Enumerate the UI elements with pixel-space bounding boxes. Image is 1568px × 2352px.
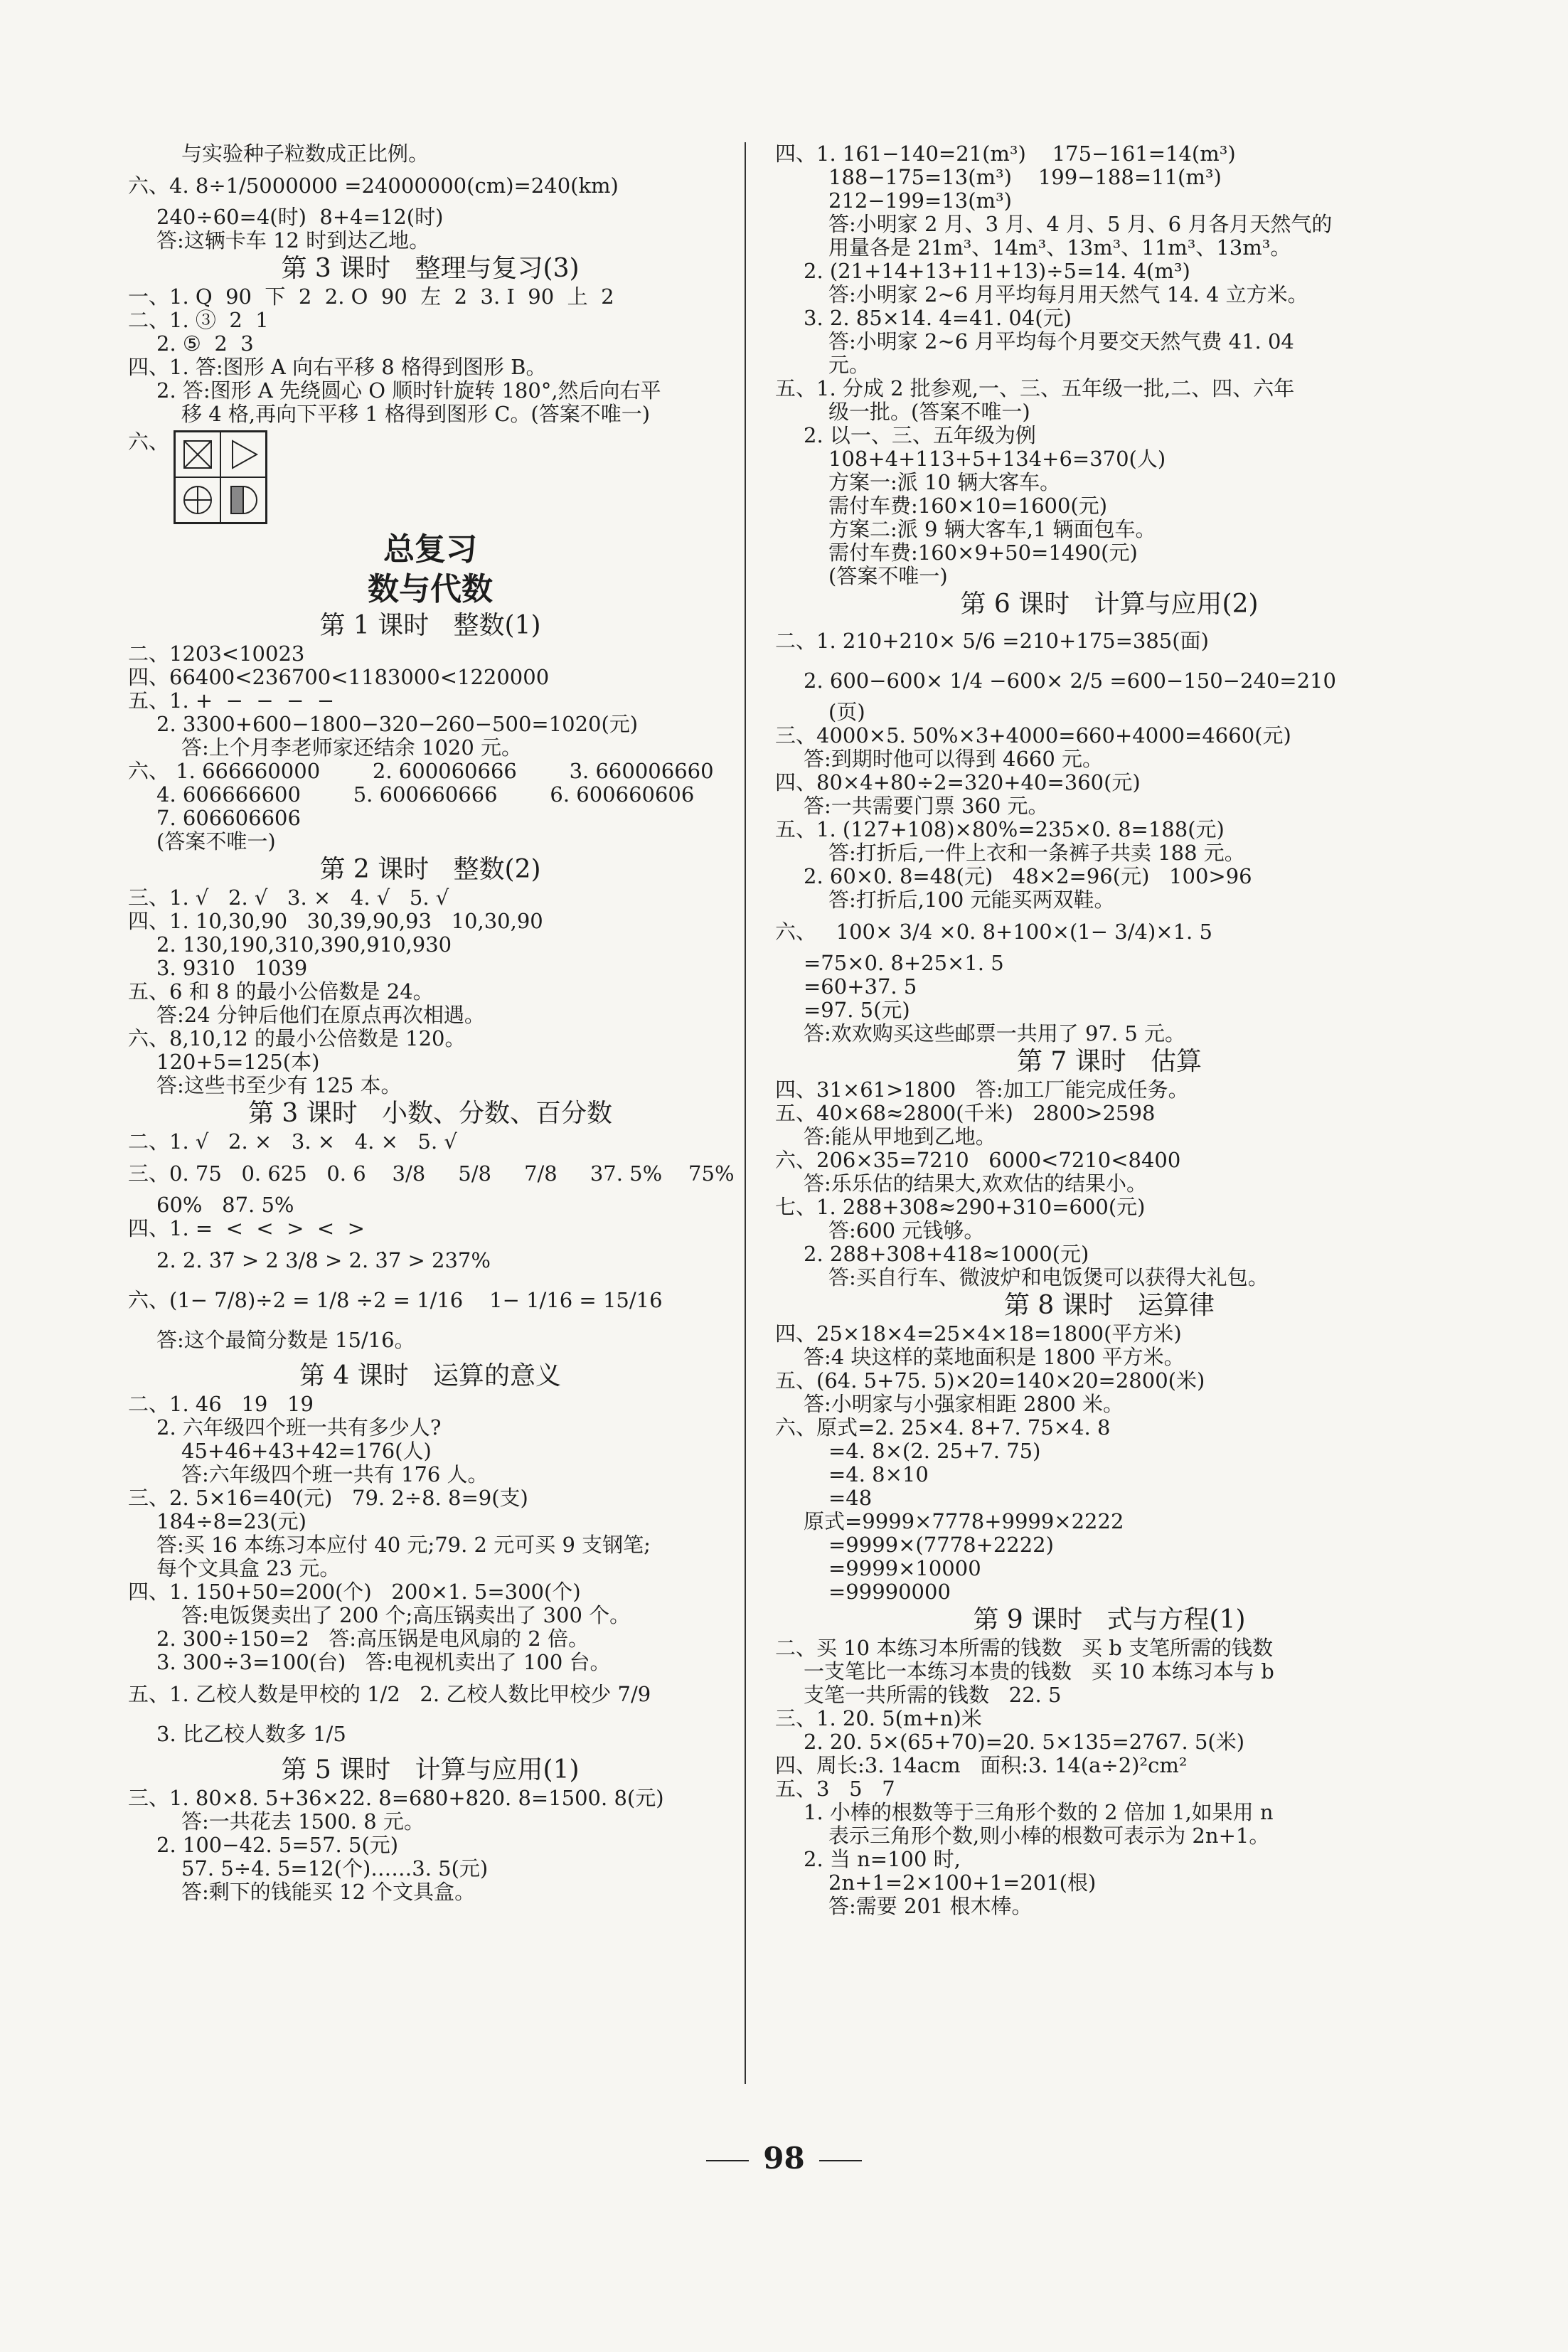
answer-line: 需付车费:160×9+50=1490(元) [828, 541, 1138, 565]
answer-line: 2. 以一、三、五年级为例 [804, 423, 1036, 447]
answer-line: 四、66400<236700<1183000<1220000 [128, 665, 550, 689]
answer-line: 二、买 10 本练习本所需的钱数 买 b 支笔所需的钱数 [775, 1636, 1273, 1660]
page-number: 98 [763, 2141, 805, 2176]
answer-line: =4. 8×(2. 25+7. 75) [828, 1439, 1041, 1463]
answer-line: 二、1. √ 2. × 3. × 4. × 5. √ [128, 1129, 457, 1154]
rotation-figure [128, 430, 732, 530]
answer-line: 六、 100× 3/4 ×0. 8+100×(1− 3/4)×1. 5 [775, 920, 1212, 944]
answer-line: 三、1. √ 2. √ 3. × 4. √ 5. √ [128, 885, 449, 910]
answer-line: 四、1. 150+50=200(个) 200×1. 5=300(个) [128, 1580, 581, 1604]
lesson-heading: 第 1 课时 整数(1) [319, 611, 541, 640]
answer-line: 184÷8=23(元) [156, 1509, 306, 1533]
answer-line: 答:六年级四个班一共有 176 人。 [181, 1462, 489, 1486]
answer-line: 3. 300÷3=100(台) 答:电视机卖出了 100 台。 [156, 1650, 611, 1674]
answer-line: 2. 六年级四个班一共有多少人? [156, 1415, 442, 1440]
answer-line: 支笔一共所需的钱数 22. 5 [804, 1683, 1062, 1707]
answer-line: 一支笔比一本练习本贵的钱数 买 10 本练习本与 b [804, 1659, 1274, 1683]
answer-line: 2. (21+14+13+11+13)÷5=14. 4(m³) [804, 259, 1190, 283]
answer-line: 答:剩下的钱能买 12 个文具盒。 [181, 1880, 476, 1904]
answer-line: 五、1. (127+108)×80%=235×0. 8=188(元) [775, 817, 1225, 841]
answer-line: 级一批。(答案不唯一) [828, 400, 1030, 424]
answer-line: 3. 比乙校人数多 1/5 [156, 1722, 346, 1746]
answer-line: 答:600 元钱够。 [828, 1218, 985, 1242]
answer-line: 答:电饭煲卖出了 200 个;高压锅卖出了 300 个。 [181, 1603, 631, 1627]
answer-line: 答:需要 201 根木棒。 [828, 1894, 1033, 1918]
left-column [128, 142, 735, 1904]
answer-line: 五、1. + − − − − [128, 688, 335, 713]
answer-line: 每个文具盒 23 元。 [156, 1556, 341, 1580]
lesson-heading: 第 5 课时 计算与应用(1) [281, 1755, 580, 1784]
answer-line: 三、2. 5×16=40(元) 79. 2÷8. 8=9(支) [128, 1486, 528, 1510]
answer-line: 答:打折后,100 元能买两双鞋。 [828, 888, 1115, 912]
answer-line: 答:买自行车、微波炉和电饭煲可以获得大礼包。 [828, 1265, 1269, 1289]
answer-line: 7. 606606606 [156, 806, 301, 830]
answer-line: 答:欢欢购买这些邮票一共用了 97. 5 元。 [804, 1021, 1185, 1045]
answer-line: 答:到期时他可以得到 4660 元。 [804, 747, 1104, 771]
answer-line: =60+37. 5 [804, 974, 917, 999]
answer-line: =97. 5(元) [804, 998, 910, 1022]
right-column [775, 142, 1444, 1918]
answer-line: 二、1203<10023 [128, 642, 305, 666]
answer-line: 四、25×18×4=25×4×18=1800(平方米) [775, 1321, 1182, 1346]
answer-line: 三、1. 80×8. 5+36×22. 8=680+820. 8=1500. 8(元) [128, 1786, 664, 1810]
answer-line: 答:小明家与小强家相距 2800 米。 [804, 1392, 1124, 1416]
answer-line: 需付车费:160×10=1600(元) [828, 494, 1108, 518]
answer-line: 240÷60=4(时) 8+4=12(时) [156, 205, 444, 229]
answer-line: 五、1. 分成 2 批参观,一、三、五年级一批,二、四、六年 [775, 376, 1295, 400]
answer-line: 三、4000×5. 50%×3+4000=660+4000=4660(元) [775, 723, 1291, 747]
half-shaded-cell [220, 477, 266, 523]
answer-line: 二、1. ③ 2 1 [128, 308, 269, 332]
answer-line: 2. 600−600× 1/4 −600× 2/5 =600−150−240=210 [804, 669, 1336, 693]
answer-line: 答:这辆卡车 12 时到达乙地。 [156, 228, 430, 252]
answer-line: =48 [828, 1486, 873, 1510]
footer-dash-right [819, 2160, 862, 2161]
answer-line: 三、1. 20. 5(m+n)米 [775, 1706, 982, 1730]
answer-line: 五、3 5 7 [775, 1777, 895, 1801]
answer-line: 三、0. 75 0. 625 0. 6 3/8 5/8 7/8 37. 5% 75% [128, 1161, 735, 1186]
figure-question-label: 六、 [128, 430, 170, 454]
answer-line: =75×0. 8+25×1. 5 [804, 951, 1004, 975]
answer-line: 五、(64. 5+75. 5)×20=140×20=2800(米) [775, 1368, 1205, 1393]
answer-line: =4. 8×10 [828, 1462, 929, 1486]
answer-line: 元。 [828, 353, 870, 377]
page-number-footer [0, 2141, 1568, 2176]
answer-line: 2. 20. 5×(65+70)=20. 5×135=2767. 5(米) [804, 1730, 1245, 1754]
answer-line: 答:24 分钟后他们在原点再次相遇。 [156, 1003, 485, 1027]
lesson-heading: 第 3 课时 整理与复习(3) [281, 254, 580, 283]
answer-line: 2. ⑤ 2 3 [156, 331, 254, 356]
lesson-heading: 第 7 课时 估算 [1016, 1047, 1202, 1076]
answer-line: 四、1. 10,30,90 30,39,90,93 10,30,90 [128, 909, 543, 933]
answer-line: 108+4+113+5+134+6=370(人) [828, 447, 1166, 471]
column-divider [745, 142, 746, 2084]
answer-line: 二、1. 210+210× 5/6 =210+175=385(面) [775, 629, 1209, 653]
answer-line: 四、1. 161−140=21(m³) 175−161=14(m³) [775, 142, 1236, 166]
answer-line: =9999×10000 [828, 1556, 981, 1580]
answer-line: 原式=9999×7778+9999×2222 [804, 1509, 1124, 1533]
answer-line: 2. 当 n=100 时, [804, 1847, 961, 1871]
answer-line: 答:买 16 本练习本应付 40 元;79. 2 元可买 9 支钢笔; [156, 1533, 651, 1557]
answer-line: 与实验种子粒数成正比例。 [181, 142, 430, 166]
triangle-cell [220, 432, 266, 477]
answer-line: 答:能从甲地到乙地。 [804, 1124, 996, 1149]
answer-line: 五、1. 乙校人数是甲校的 1/2 2. 乙校人数比甲校少 7/9 [128, 1682, 651, 1706]
answer-line: 答:乐乐估的结果大,欢欢估的结果小。 [804, 1171, 1147, 1196]
answer-line: 45+46+43+42=176(人) [181, 1439, 432, 1463]
answer-line: 3. 2. 85×14. 4=41. 04(元) [804, 306, 1072, 330]
answer-line: 答:这些书至少有 125 本。 [156, 1073, 402, 1097]
answer-line: 六、4. 8÷1/5000000 =24000000(cm)=240(km) [128, 174, 619, 198]
answer-line: 2. 100−42. 5=57. 5(元) [156, 1833, 399, 1857]
answer-line: 四、31×61>1800 答:加工厂能完成任务。 [775, 1077, 1189, 1102]
lesson-heading: 第 9 课时 式与方程(1) [973, 1605, 1246, 1634]
lesson-heading: 第 8 课时 运算律 [1003, 1291, 1215, 1320]
answer-line: 答:一共花去 1500. 8 元。 [181, 1809, 425, 1834]
crossed-square-cell [175, 432, 220, 477]
answer-line: 四、1. 答:图形 A 向右平移 8 格得到图形 B。 [128, 355, 547, 379]
answer-line: =99990000 [828, 1580, 951, 1604]
section-heading: 数与代数 [368, 571, 493, 607]
answer-line: 五、6 和 8 的最小公倍数是 24。 [128, 979, 434, 1004]
answer-line: 四、周长:3. 14acm 面积:3. 14(a÷2)²cm² [775, 1753, 1188, 1777]
answer-line: 2. 130,190,310,390,910,930 [156, 932, 452, 957]
answer-line: 60% 87. 5% [156, 1193, 294, 1217]
answer-line: 六、 1. 666660000 2. 600060666 3. 660006660 [128, 759, 714, 783]
answer-line: 六、(1− 7/8)÷2 = 1/8 ÷2 = 1/16 1− 1/16 = 15/16 [128, 1288, 663, 1312]
answer-line: 2. 3300+600−1800−320−260−500=1020(元) [156, 712, 639, 736]
answer-line: (答案不唯一) [828, 564, 948, 588]
answer-line: =9999×(7778+2222) [828, 1533, 1054, 1557]
answer-line: 答:一共需要门票 360 元。 [804, 794, 1049, 818]
answer-line: 五、40×68≈2800(千米) 2800>2598 [775, 1101, 1156, 1125]
answer-line: 六、原式=2. 25×4. 8+7. 75×4. 8 [775, 1415, 1111, 1440]
lesson-heading: 第 6 课时 计算与应用(2) [960, 590, 1259, 619]
answer-line: 3. 9310 1039 [156, 956, 308, 980]
answer-line: 用量各是 21m³、14m³、13m³、11m³、13m³。 [828, 235, 1291, 260]
answer-line: 188−175=13(m³) 199−188=11(m³) [828, 165, 1222, 189]
section-heading: 总复习 [383, 531, 477, 568]
answer-line: 答:打折后,一件上衣和一条裤子共卖 188 元。 [828, 841, 1245, 865]
answer-line: 四、1. = < < > < > [128, 1216, 365, 1240]
answer-line: 二、1. 46 19 19 [128, 1392, 314, 1416]
answer-line: 移 4 格,再向下平移 1 格得到图形 C。(答案不唯一) [181, 402, 651, 426]
answer-line: 57. 5÷4. 5=12(个)……3. 5(元) [181, 1856, 489, 1880]
answer-line: 2n+1=2×100+1=201(根) [828, 1871, 1097, 1895]
answer-line: 答:小明家 2~6 月平均每月用天然气 14. 4 立方米。 [828, 282, 1308, 307]
answer-line: 答:4 块这样的菜地面积是 1800 平方米。 [804, 1345, 1185, 1369]
shape-grid [174, 430, 267, 524]
answer-line: 四、80×4+80÷2=320+40=360(元) [775, 770, 1141, 794]
footer-dash-left [706, 2160, 749, 2161]
answer-line: 答:小明家 2 月、3 月、4 月、5 月、6 月各月天然气的 [828, 212, 1333, 236]
lesson-heading: 第 2 课时 整数(2) [319, 855, 541, 884]
answer-line: 120+5=125(本) [156, 1050, 320, 1074]
answer-line: 2. 2. 3̇7̇ > 2 3/8 > 2. 3̇7 > 237% [156, 1248, 491, 1272]
answer-line: 表示三角形个数,则小棒的根数可表示为 2n+1。 [828, 1824, 1270, 1848]
answer-line: 2. 288+308+418≈1000(元) [804, 1242, 1089, 1266]
lesson-heading: 第 3 课时 小数、分数、百分数 [247, 1099, 613, 1128]
answer-line: 一、1. Q 90 下 2 2. O 90 左 2 3. I 90 上 2 [128, 284, 614, 309]
answer-line: (答案不唯一) [156, 829, 276, 853]
answer-line: 1. 小棒的根数等于三角形个数的 2 倍加 1,如果用 n [804, 1800, 1274, 1824]
lesson-heading: 第 4 课时 运算的意义 [299, 1361, 562, 1390]
answer-line: 2. 300÷150=2 答:高压锅是电风扇的 2 倍。 [156, 1627, 589, 1651]
answer-line: 七、1. 288+308≈290+310=600(元) [775, 1195, 1146, 1219]
answer-line: 2. 答:图形 A 先绕圆心 O 顺时针旋转 180°,然后向右平 [156, 378, 661, 403]
answer-line: 方案二:派 9 辆大客车,1 辆面包车。 [828, 517, 1156, 541]
answer-line: 4. 606666600 5. 600660666 6. 600660606 [156, 782, 695, 807]
circle-cross-cell [175, 477, 220, 523]
answer-line: 2. 60×0. 8=48(元) 48×2=96(元) 100>96 [804, 864, 1252, 888]
answer-line: 六、8,10,12 的最小公倍数是 120。 [128, 1026, 466, 1050]
answer-line: 212−199=13(m³) [828, 188, 1012, 213]
answer-line: (页) [828, 700, 865, 724]
answer-line: 答:上个月李老师家还结余 1020 元。 [181, 735, 523, 760]
answer-line: 答:小明家 2~6 月平均每个月要交天然气费 41. 04 [828, 329, 1294, 353]
answer-line: 方案一:派 10 辆大客车。 [828, 470, 1061, 494]
answer-line: 六、206×35=7210 6000<7210<8400 [775, 1148, 1181, 1172]
answer-line: 答:这个最简分数是 15/16。 [156, 1328, 415, 1352]
